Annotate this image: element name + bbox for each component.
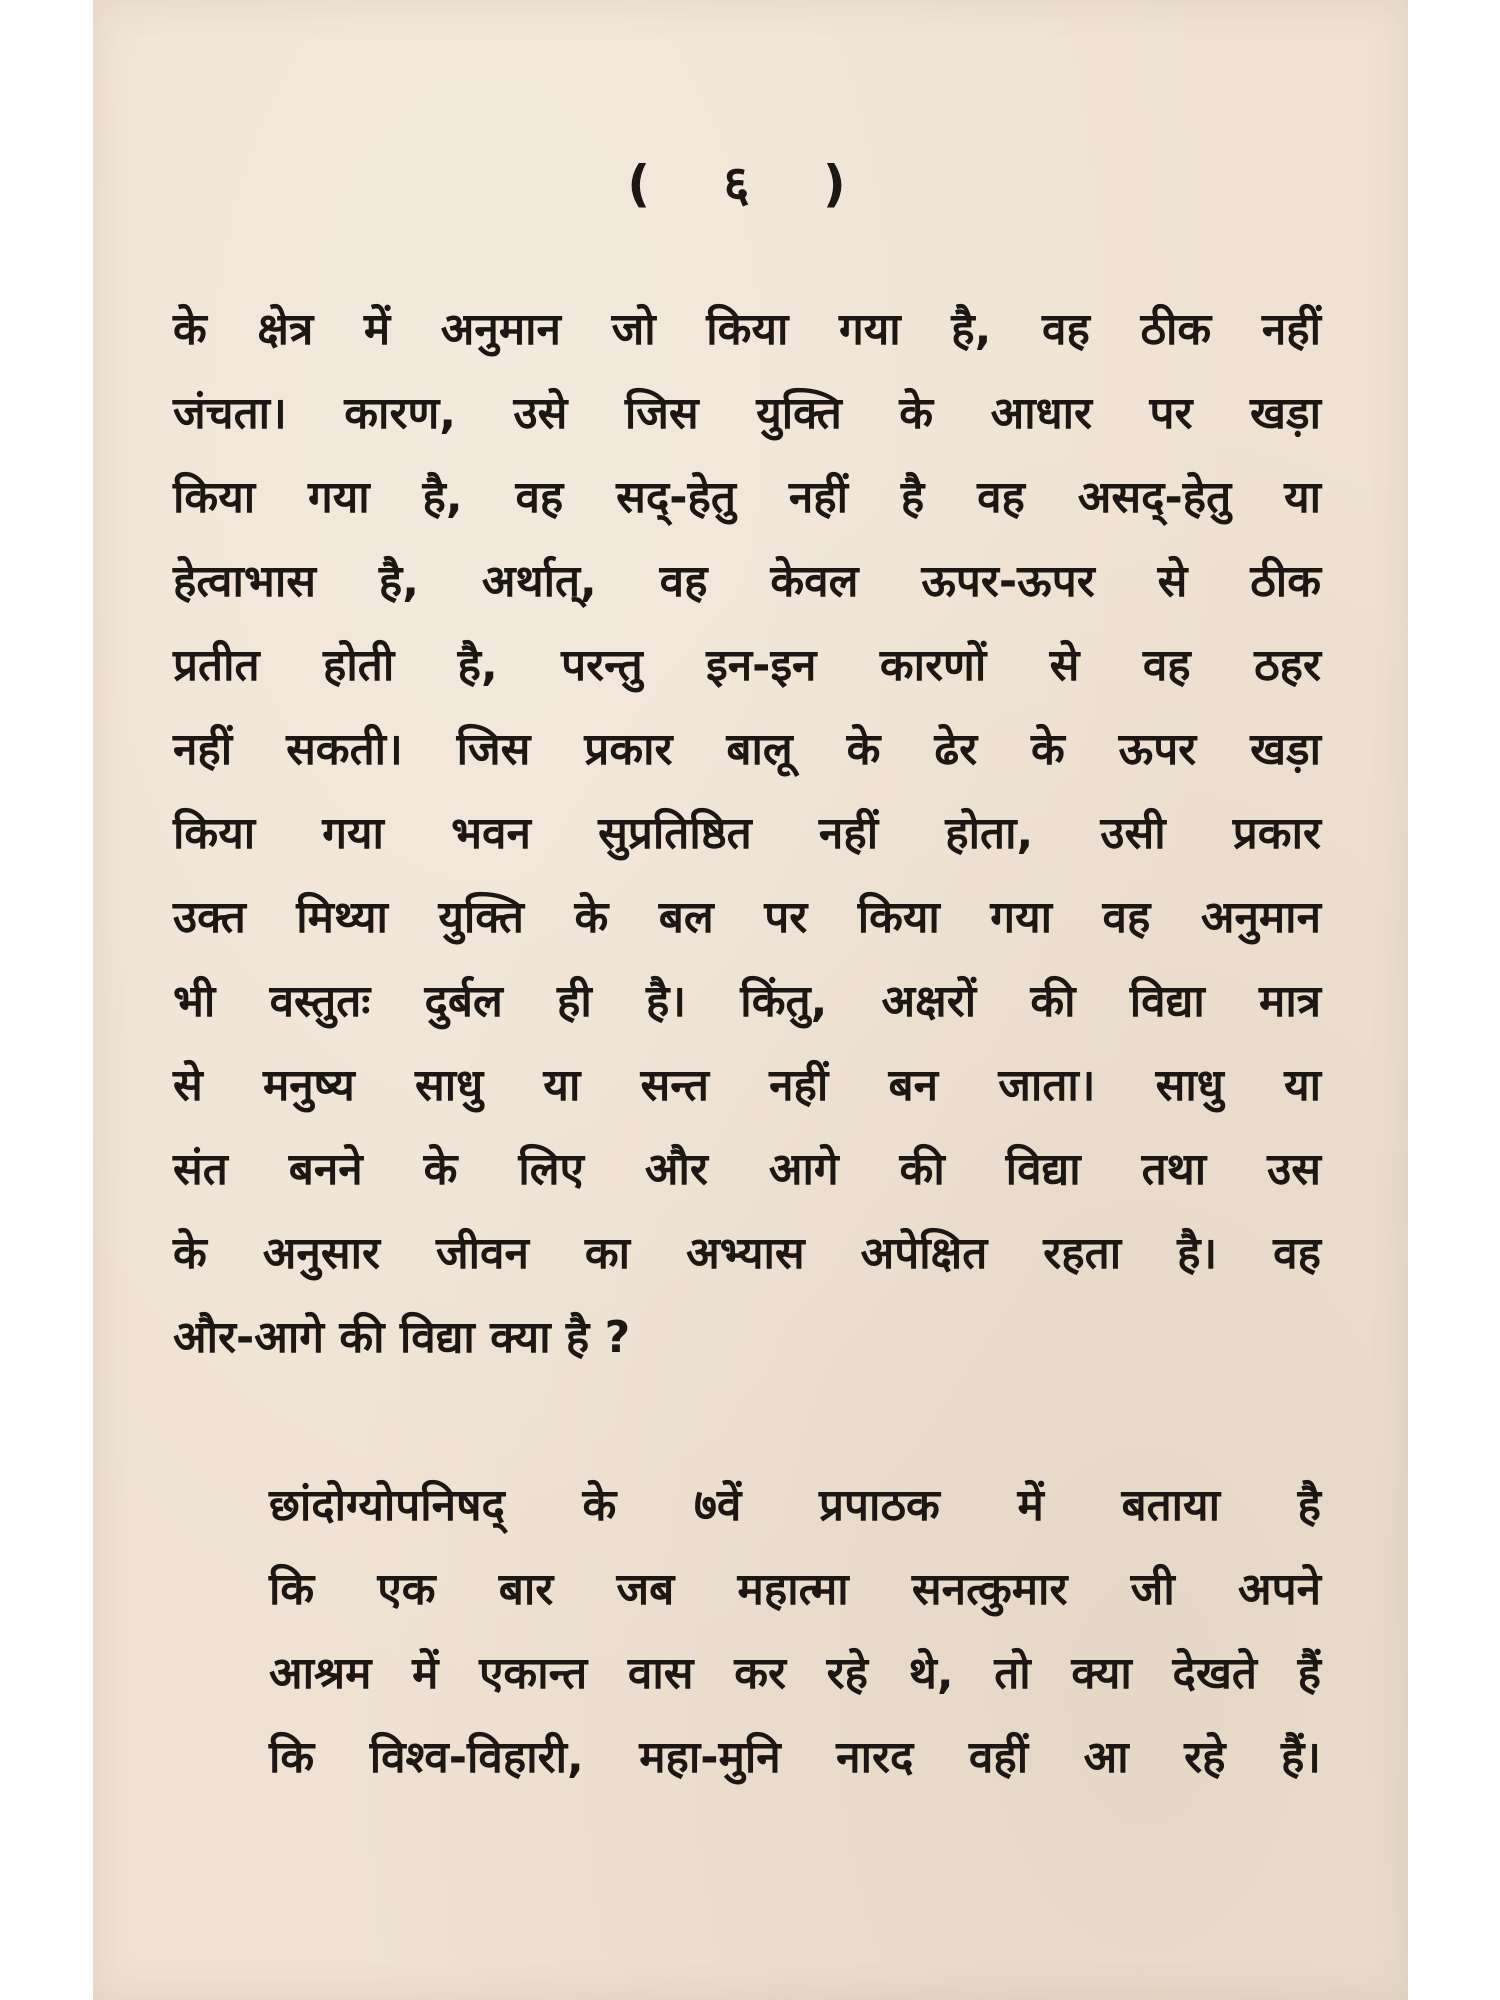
paragraph-2 [173, 1464, 1321, 1800]
text-line: जंचता। कारण, उसे जिस युक्ति के आधार पर खड़ा [173, 388, 1321, 439]
text-line: के क्षेत्र में अनुमान जो किया गया है, वह ठीक नहीं [173, 304, 1321, 355]
page-number: ( ६ ) [627, 155, 874, 213]
text-line: हेत्वाभास है, अर्थात्, वह केवल ऊपर-ऊपर से ठीक [173, 556, 1321, 607]
text-line: और-आगे की विद्या क्या है ? [173, 1312, 631, 1363]
body-text [173, 288, 1321, 1800]
text-line: संत बनने के लिए और आगे की विद्या तथा उस [173, 1144, 1321, 1195]
text-line: उक्त मिथ्या युक्ति के बल पर किया गया वह अनुमान [173, 892, 1321, 943]
text-line: के अनुसार जीवन का अभ्यास अपेक्षित रहता है। वह [173, 1228, 1321, 1279]
text-line: कि एक बार जब महात्मा सनत्कुमार जी अपने [269, 1564, 1321, 1615]
text-line: किया गया भवन सुप्रतिष्ठित नहीं होता, उसी प्रकार [173, 808, 1321, 859]
text-line: से मनुष्य साधु या सन्त नहीं बन जाता। साधु या [173, 1060, 1321, 1111]
text-line: भी वस्तुतः दुर्बल ही है। किंतु, अक्षरों की विद्या मात्र [173, 976, 1321, 1027]
text-line: किया गया है, वह सद्-हेतु नहीं है वह असद्-हेतु या [173, 472, 1321, 523]
text-line: छांदोग्योपनिषद् के ७वें प्रपाठक में बताया है [269, 1480, 1321, 1531]
paragraph-1 [173, 288, 1321, 1380]
text-line: कि विश्व-विहारी, महा-मुनि नारद वहीं आ रहे हैं। [269, 1732, 1321, 1783]
book-page [93, 0, 1408, 2000]
text-line: नहीं सकती। जिस प्रकार बालू के ढेर के ऊपर खड़ा [173, 724, 1321, 775]
text-line: प्रतीत होती है, परन्तु इन-इन कारणों से वह ठहर [173, 640, 1321, 691]
text-line: आश्रम में एकान्त वास कर रहे थे, तो क्या देखते हैं [269, 1648, 1321, 1699]
